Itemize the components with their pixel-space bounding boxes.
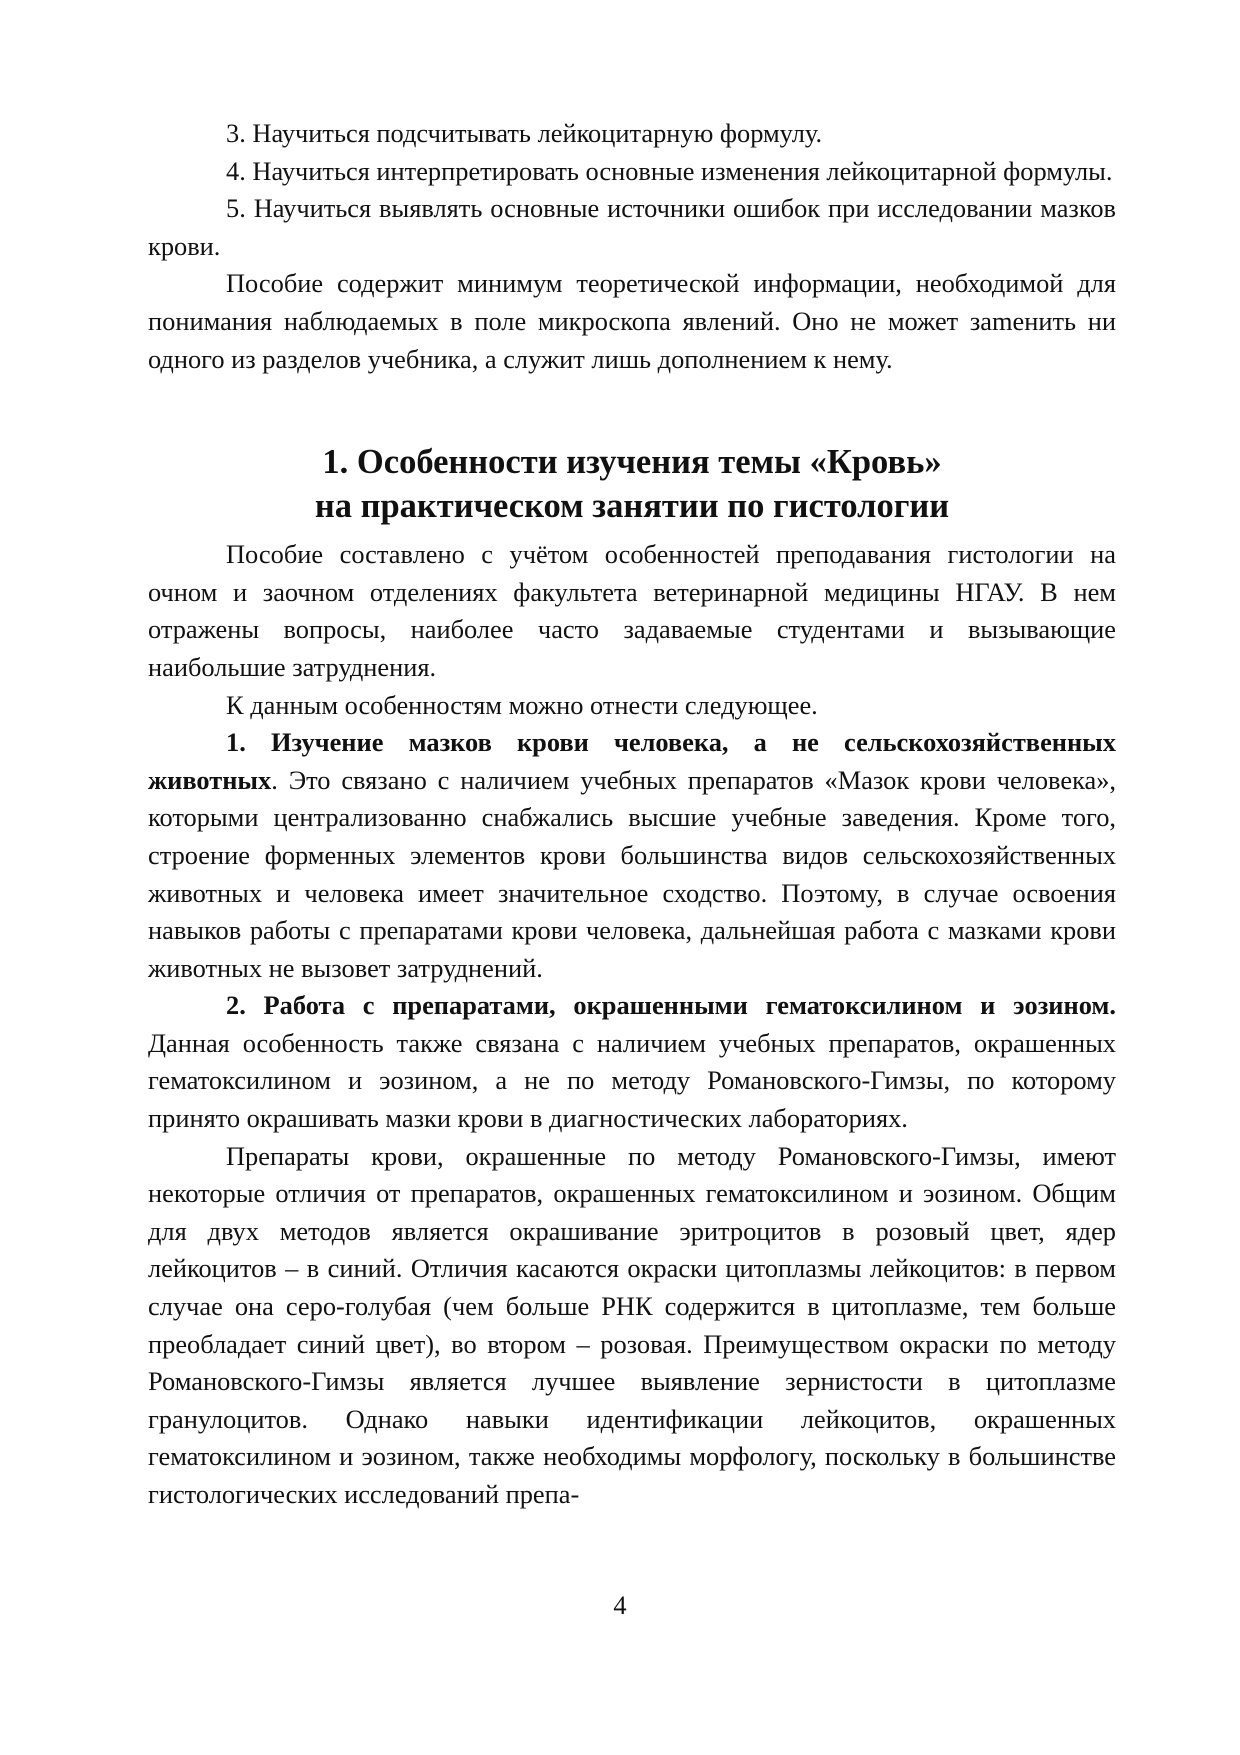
feature-point-1: [148, 724, 1116, 987]
page-number: 4: [613, 1590, 627, 1620]
section-paragraph-1: Пособие составлено с учётом особенностей преподавания гистологии на очном и заочном отделениях факультета ветеринарной медицины НГАУ. В нем отражены вопросы, наиболее часто задаваемые студентами и вызывающие наибольшие затруднения.: [148, 539, 1116, 682]
section-paragraph-3: Препараты крови, окрашенные по методу Романовского-Гимзы, имеют некоторые отличия от препаратов, окрашенных гематоксилином и эозином. Общим для двух методов является окрашивание эритроцитов в розовый цвет, ядер лейкоцитов – в синий. Отличия касаются окраски цитоплазмы лейкоцитов: в первом случае она серо-голубая (чем больше РНК содержится в цитоплазме, тем больше преобладает синий цвет), во втором – розовая. Преимуществом окраски по методу Романовского-Гимзы является лучшее выявление зернистости в цитоплазме гранулоцитов. Однако навыки идентификации лейкоцитов, окрашенных гематоксилином и эозином, также необходимы морфологу, поскольку в большинстве гистологических исследований препа-: [148, 1140, 1116, 1509]
intro-item-4: 4. Научиться интерпретировать основные изменения лейкоцитарной формулы.: [226, 155, 1113, 186]
section-paragraph-2: К данным особенностям можно отнести следующее.: [226, 689, 818, 720]
section-heading-line-2: на практическом занятии по гистологии: [314, 487, 950, 526]
feature-point-1-text: . Это связано с наличием учебных препаратов «Мазок крови человека», которыми централизованно снабжались высшие учебные заведения. Кроме того, строение форменных элементов крови большинства видов сельскохозяйственных животных и человека имеет значительное сходство. Поэтому, в случае освоения навыков работы с препаратами крови человека, дальнейшая работа с мазками крови животных не вызовет затруднений.: [148, 764, 1116, 983]
section-heading: [148, 440, 1116, 528]
section-heading-line-1: 1. Особенности изучения темы «Кровь»: [322, 443, 942, 482]
feature-point-2-text: Данная особенность также связана с наличием учебных препаратов, окрашенных гематоксилином и эозином, а не по методу Романовского-Гимзы, по которому принято окрашивать мазки крови в диагностических лабораториях.: [148, 1027, 1116, 1134]
intro-item-3: 3. Научиться подсчитывать лейкоцитарную формулу.: [226, 118, 823, 148]
intro-summary: Пособие содержит минимум теоретической информации, необходимой для понимания наблюдаемых в поле микроскопа явлений. Оно не может заmенить ни одного из разделов учебника, а служит лишь дополнением к нему.: [148, 268, 1116, 374]
intro-item-5: 5. Научиться выявлять основные источники ошибок при исследовании мазков крови.: [148, 193, 1116, 261]
feature-point-1-title: 1. Изучение мазков крови человека, а не сельскохозяйственных животных: [148, 727, 1116, 795]
feature-point-2-title: 2. Работа с препаратами, окрашенными гематоксилином и эозином.: [226, 990, 1116, 1021]
feature-point-2: [148, 987, 1116, 1137]
page-body: [148, 115, 1116, 1514]
